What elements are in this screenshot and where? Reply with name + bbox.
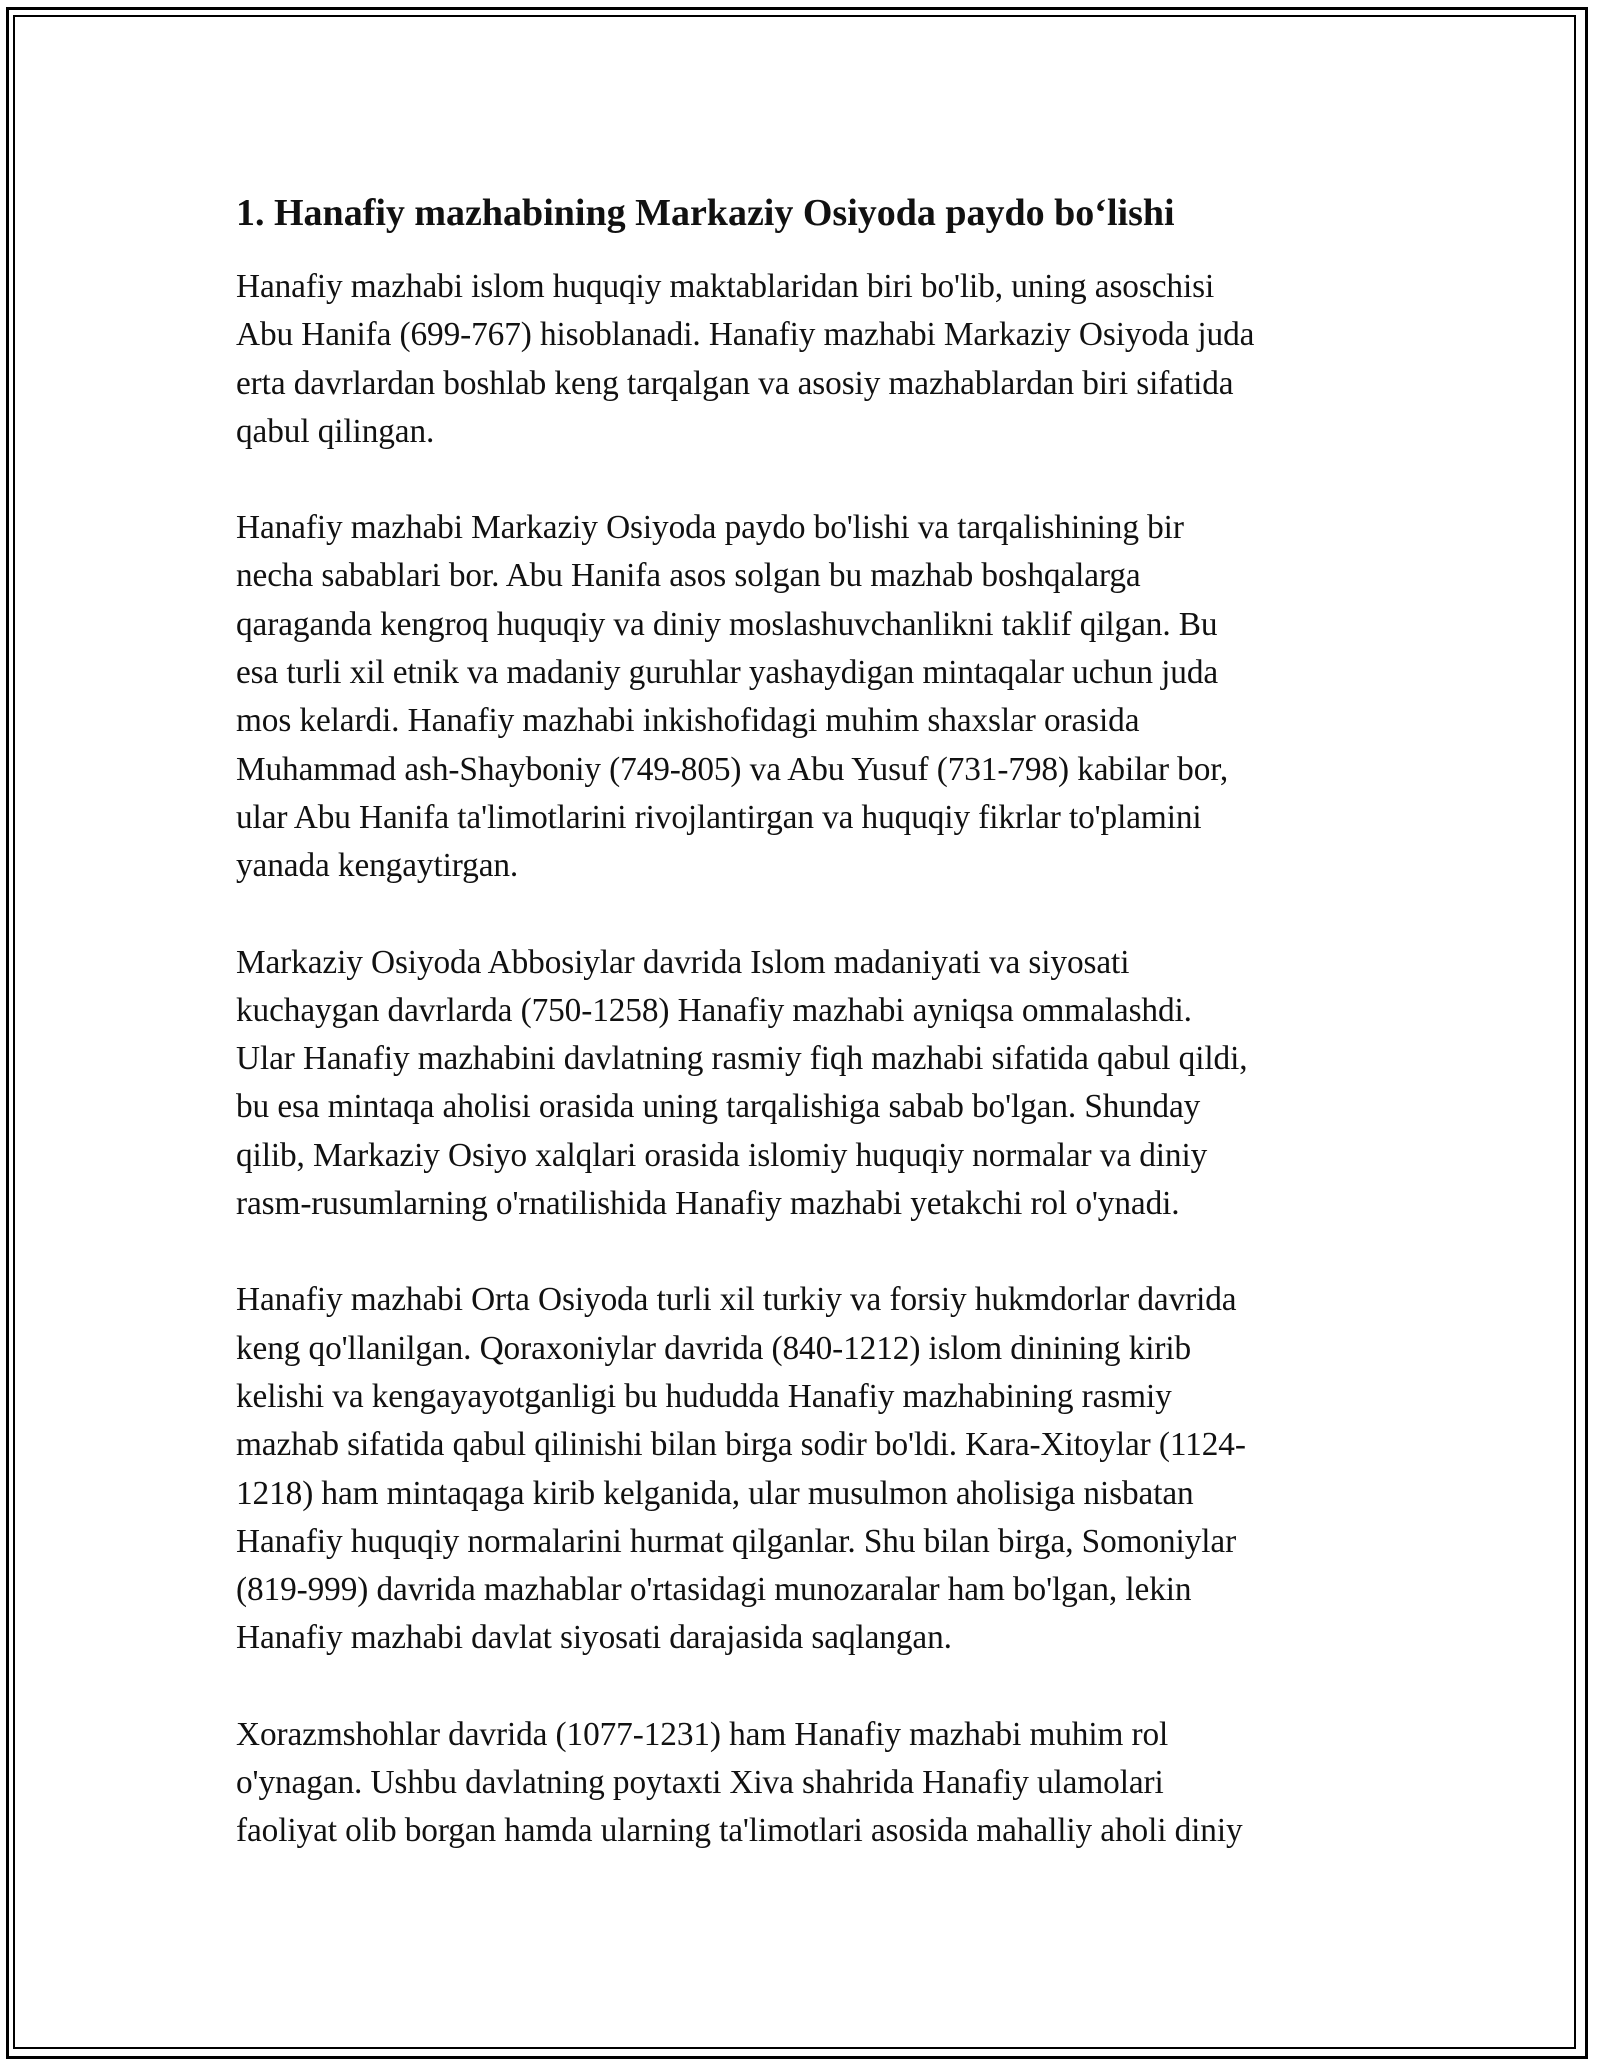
text-line: Hanafiy huquqiy normalarini hurmat qilganlar. Shu bilan birga, Somoniylar [236,1522,1237,1560]
text-line: bu esa mintaqa aholisi orasida uning tarqalishiga sabab bo'lgan. Shunday [236,1088,1201,1126]
text-line: mazhab sifatida qabul qilinishi bilan birga sodir bo'ldi. Kara-Xitoylar (1124- [236,1426,1246,1464]
text-line: qaraganda kengroq huquqiy va diniy moslashuvchanlikni taklif qilgan. Bu [236,605,1218,643]
text-line: 1218) ham mintaqaga kirib kelganida, ular musulmon aholisiga nisbatan [236,1474,1194,1512]
text-line: kuchaygan davrlarda (750-1258) Hanafiy mazhabi ayniqsa ommalashdi. [236,991,1192,1029]
text-line: esa turli xil etnik va madaniy guruhlar yashaydigan mintaqalar uchun juda [236,654,1219,692]
text-line: Hanafiy mazhabi islom huquqiy maktablaridan biri bo'lib, uning asoschisi [236,268,1215,305]
text-line: keng qo'llanilgan. Qoraxoniylar davrida (840-1212) islom dinining kirib [236,1329,1192,1367]
paragraph-3 [236,939,1366,1229]
text-line: faoliyat olib borgan hamda ularning ta'limotlari asosida mahalliy aholi diniy [236,1812,1243,1850]
text-line: mos kelardi. Hanafiy mazhabi inkishofidagi muhim shaxslar orasida [236,702,1140,740]
text-line: Hanafiy mazhabi Orta Osiyoda turli xil turkiy va forsiy hukmdorlar davrida [236,1281,1237,1319]
text-line: qilib, Markaziy Osiyo xalqlari orasida islomiy huquqiy normalar va diniy [236,1136,1208,1174]
text-line: o'ynagan. Ushbu davlatning poytaxti Xiva shahrida Hanafiy ulamolari [236,1764,1164,1802]
paragraph-4 [236,1276,1366,1662]
text-line: Abu Hanifa (699-767) hisoblanadi. Hanafiy mazhabi Markaziy Osiyoda juda [236,316,1255,354]
paragraph-1 [236,263,1366,456]
paragraph-5 [236,1711,1366,1856]
text-line: Markaziy Osiyoda Abbosiylar davrida Islom madaniyati va siyosati [236,943,1130,981]
text-line: ular Abu Hanifa ta'limotlarini rivojlantirgan va huquqiy fikrlar to'plamini [236,798,1202,836]
text-line: Muhammad ash-Shayboniy (749-805) va Abu Yusuf (731-798) kabilar bor, [236,750,1229,788]
text-line: qabul qilingan. [236,412,435,450]
text-line: Ular Hanafiy mazhabini davlatning rasmiy fiqh mazhabi sifatida qabul qildi, [236,1040,1248,1078]
paragraph-2 [236,504,1366,890]
text-line: kelishi va kengayayotganligi bu hududda Hanafiy mazhabining rasmiy [236,1377,1172,1415]
document-body [236,183,1366,1904]
text-line: necha sabablari bor. Abu Hanifa asos solgan bu mazhab boshqalarga [236,557,1141,595]
text-line: rasm-rusumlarning o'rnatilishida Hanafiy mazhabi yetakchi rol o'ynadi. [236,1185,1180,1223]
text-line: Hanafiy mazhabi Markaziy Osiyoda paydo bo'lishi va tarqalishining bir [236,509,1184,547]
text-line: Xorazmshohlar davrida (1077-1231) ham Hanafiy mazhabi muhim rol [236,1715,1169,1753]
text-line: (819-999) davrida mazhablar o'rtasidagi munozaralar ham bo'lgan, lekin [236,1571,1192,1609]
text-line: yanada kengaytirgan. [236,847,519,885]
section-heading: 1. Hanafiy mazhabining Markaziy Osiyoda paydo bo‘lishi [236,192,1175,234]
text-line: Hanafiy mazhabi davlat siyosati darajasida saqlangan. [236,1619,952,1657]
text-line: erta davrlardan boshlab keng tarqalgan va asosiy mazhablardan biri sifatida [236,364,1234,402]
